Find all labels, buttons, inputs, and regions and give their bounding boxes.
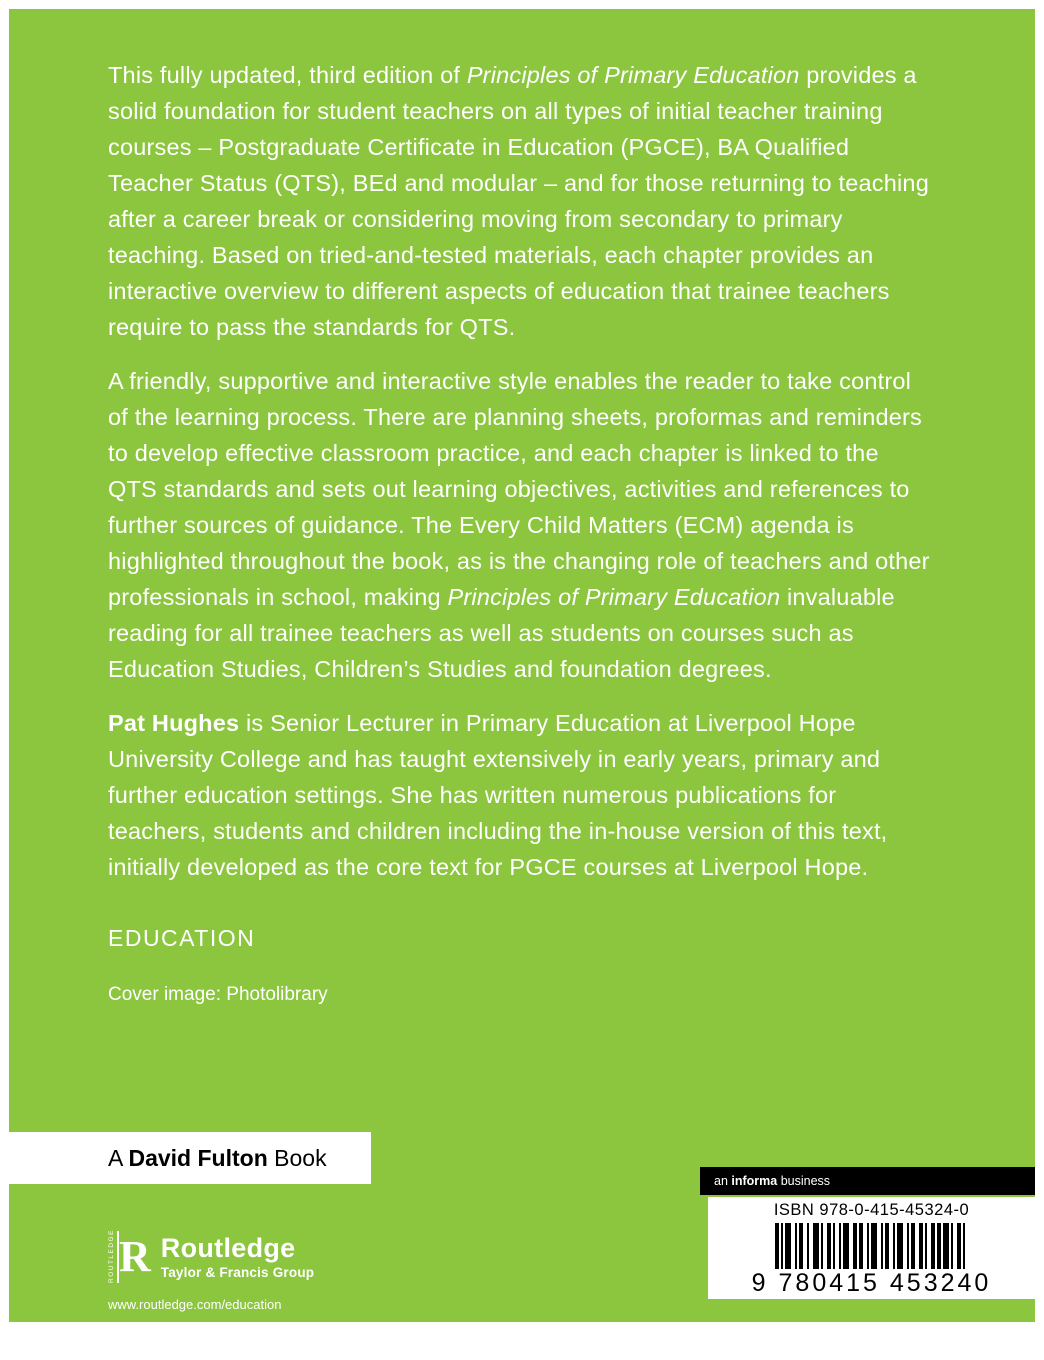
isbn-label: ISBN 978-0-415-45324-0 bbox=[773, 1201, 970, 1219]
blurb-p2-text: A friendly, supportive and interactive style enables the reader to take control of the learning process. There are planning sheets, proformas and reminders to develop effective classroom practice, and each chapter is linked to the QTS standards and sets out learning objectives, activities and references to further sources of guidance. The Every Child Matters (ECM) agenda is highlighted throughout the book, as is the changing role of teachers and other professionals in school, making bbox=[108, 368, 930, 610]
informa-prefix: an bbox=[714, 1174, 732, 1188]
routledge-publisher-block bbox=[108, 1231, 314, 1312]
cover-background bbox=[9, 9, 1035, 1322]
isbn-number: 9 780415 453240 bbox=[751, 1269, 992, 1297]
badge-publisher-name: David Fulton bbox=[128, 1144, 268, 1171]
david-fulton-badge bbox=[9, 1132, 371, 1184]
blurb-paragraph-1 bbox=[108, 57, 931, 345]
blurb-paragraph-2 bbox=[108, 363, 931, 687]
badge-suffix: Book bbox=[267, 1144, 327, 1171]
author-bio-paragraph bbox=[108, 705, 931, 885]
author-name: Pat Hughes bbox=[108, 710, 240, 736]
badge-prefix: A bbox=[108, 1144, 129, 1171]
publisher-url: www.routledge.com/education bbox=[108, 1297, 282, 1312]
informa-suffix: business bbox=[777, 1174, 831, 1188]
informa-business-bar bbox=[700, 1167, 1035, 1195]
routledge-logo-icon bbox=[108, 1231, 151, 1283]
subject-category-label: EDUCATION bbox=[108, 925, 256, 951]
author-bio-text: is Senior Lecturer in Primary Education at Liverpool Hope University College and has taught extensively in early years, primary and further education settings. She has written numerous publications for teachers, students and children including the in-house version of this text, initially developed as the core text for PGCE courses at Liverpool Hope. bbox=[108, 710, 888, 880]
blurb-text-block bbox=[9, 9, 1035, 885]
book-title-italic: Principles of Primary Education bbox=[447, 584, 781, 610]
cover-image-credit: Cover image: Photolibrary bbox=[108, 984, 328, 1005]
blurb-p1-text-cont: provides a solid foundation for student teachers on all types of initial teacher training courses – Postgraduate Certificate in Education (PGCE), BA Qualified Teacher Status (QTS), BEd and modular – and for those returning to teaching after a career break or considering moving from secondary to primary teaching. Based on tried-and-tested materials, each chapter provides an interactive overview to different aspects of education that trainee teachers require to pass the standards for QTS. bbox=[108, 62, 929, 340]
blurb-p2-text-cont: invaluable reading for all trainee teachers as well as students on courses such as Education Studies, Children’s Studies and foundation degrees. bbox=[108, 584, 895, 682]
isbn-barcode-panel bbox=[708, 1197, 1035, 1299]
routledge-logo-vertical-text: ROUTLEDGE bbox=[108, 1231, 119, 1283]
book-title-italic: Principles of Primary Education bbox=[466, 62, 800, 88]
isbn-barcode bbox=[736, 1223, 1007, 1269]
routledge-logo-letter: R bbox=[119, 1232, 151, 1281]
routledge-wordmark: Routledge bbox=[160, 1233, 296, 1263]
informa-brand: informa bbox=[731, 1174, 778, 1188]
blurb-p1-text: This fully updated, third edition of bbox=[108, 62, 467, 88]
taylor-francis-group-label: Taylor & Francis Group bbox=[160, 1265, 315, 1280]
